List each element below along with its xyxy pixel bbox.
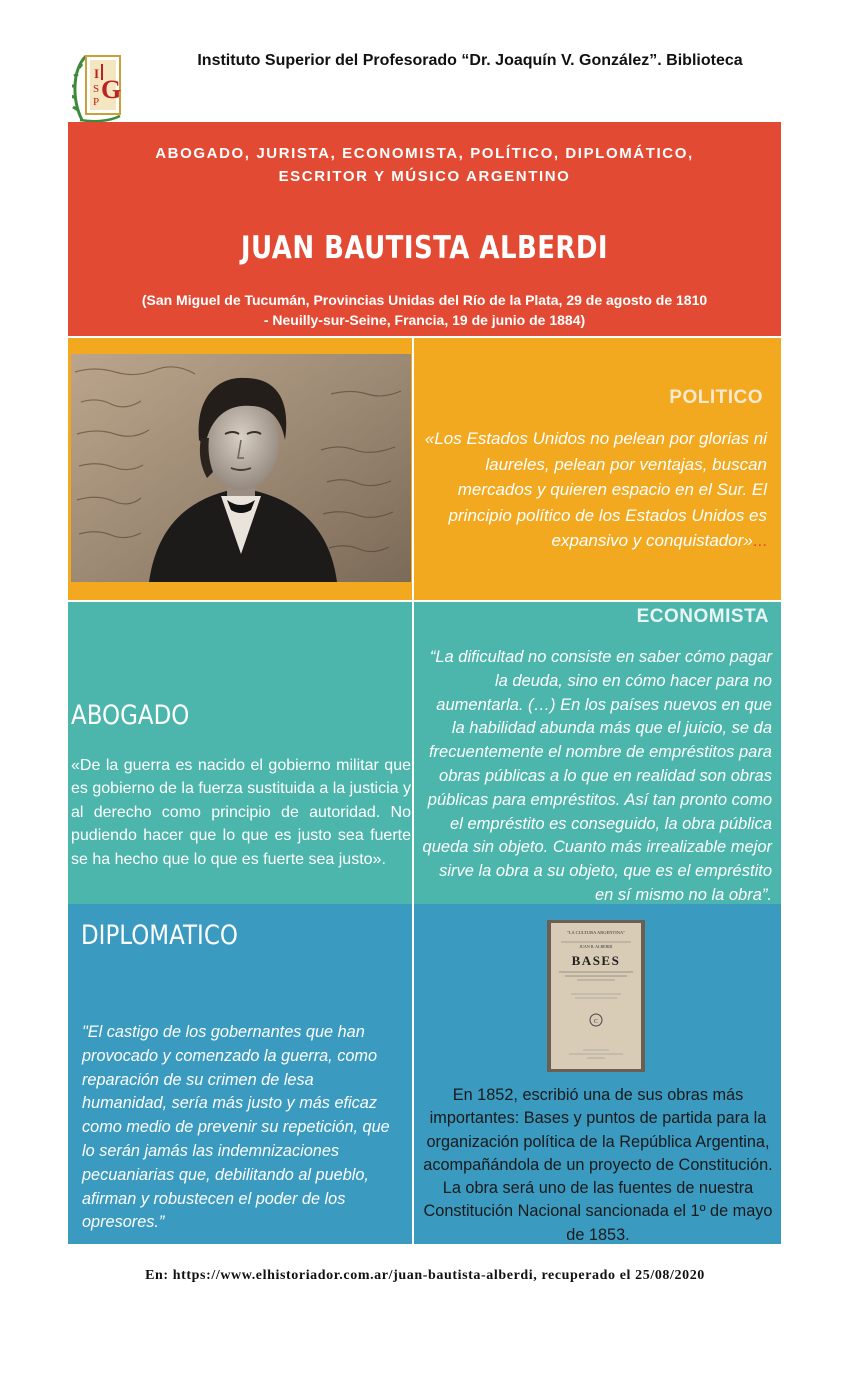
diplomatico-quote: "El castigo de los gobernantes que han provocado y comenzado la guerra, como reparación de su crimen de lesa humanidad, sería más justo y más eficaz como medio de prevenir su repetición, que lo serán jamás las indemnizaciones pecuaniarias que, debilitando al pueblo, afirman y robustecen el poder de los opresores.” xyxy=(82,1023,390,1232)
book-cover-title: BASES xyxy=(571,953,621,968)
person-name: JUAN BAUTISTA ALBERDI xyxy=(240,230,609,266)
svg-text:S: S xyxy=(93,83,100,95)
svg-text:C: C xyxy=(593,1019,599,1025)
abogado-quote: «De la guerra es nacido el gobierno militar que es gobierno de la fuerza sustituida a la justicia y al derecho como principio de autoridad. No pudiendo hacer que lo que es justo sea fuerte se ha hecho que lo que es fuerte sea justo». xyxy=(71,757,411,868)
portrait-photo xyxy=(71,354,411,582)
diplomatico-title: DIPLOMATICO xyxy=(81,920,238,951)
professions-line-1: ABOGADO, JURISTA, ECONOMISTA, POLÍTICO, DIPLOMÁTICO, xyxy=(155,145,694,162)
svg-text:I: I xyxy=(94,66,100,81)
book-cover-author: JUAN B. ALBERDI xyxy=(579,944,613,949)
svg-text:P: P xyxy=(93,96,100,108)
life-dates xyxy=(88,290,761,330)
economista-quote: “La dificultad no consiste en saber cómo pagar la deuda, sino en cómo hacer para no aumentarla. (…) En los países nuevos en que la habilidad abunda más que el juicio, se da frecuentemente el nombre de empréstitos para obras públicas a lo que en realidad son obras públicas para empréstitos. Así tan pronto como el empréstito es conseguido, la obra pública queda sin objeto. Cuanto más irrealizable mejor sirve la obra a su objeto, que es el empréstito en sí mismo no la obra”. xyxy=(422,648,772,904)
institution-logo xyxy=(72,50,130,124)
book-cover-series: "LA CULTURA ARGENTINA" xyxy=(566,930,626,935)
politico-cell xyxy=(414,338,781,600)
source-citation: En: https://www.elhistoriador.com.ar/juan-bautista-alberdi, recuperado el 25/08/2020 xyxy=(145,1268,705,1283)
institution-title: Instituto Superior del Profesorado “Dr. Joaquín V. González”. Biblioteca xyxy=(197,52,743,69)
economista-cell xyxy=(414,602,781,904)
book-description: En 1852, escribió una de sus obras más importantes: Bases y puntos de partida para la organización política de la República Argentina, acompañándola de un proyecto de Constitución. La obra será uno de las fuentes de nuestra Constitución Nacional sancionada el 1º de mayo de 1853. xyxy=(423,1086,773,1244)
politico-title: POLITICO xyxy=(669,387,763,408)
abogado-title: ABOGADO xyxy=(71,700,190,731)
svg-text:G: G xyxy=(101,75,122,104)
abogado-cell xyxy=(68,602,412,904)
professions xyxy=(68,142,781,188)
politico-ellipsis: ... xyxy=(752,531,767,550)
book-cell xyxy=(414,904,781,1244)
portrait-cell xyxy=(68,338,412,600)
politico-quote-text: «Los Estados Unidos no pelean por glorias ni laureles, pelean por ventajas, buscan mercados y quieren espacio en el Sur. El principio político de los Estados Unidos es expansivo y conquistador» xyxy=(424,429,767,550)
professions-line-2: ESCRITOR Y MÚSICO ARGENTINO xyxy=(278,168,571,185)
diplomatico-cell xyxy=(68,904,412,1244)
life-dates-line-2: - Neuilly-sur-Seine, Francia, 19 de junio de 1884) xyxy=(263,312,586,328)
title-banner xyxy=(68,122,781,336)
politico-quote xyxy=(411,426,767,554)
book-cover-image xyxy=(547,920,645,1072)
life-dates-line-1: (San Miguel de Tucumán, Provincias Unidas del Río de la Plata, 29 de agosto de 1810 xyxy=(141,292,708,308)
economista-title: ECONOMISTA xyxy=(636,606,769,627)
